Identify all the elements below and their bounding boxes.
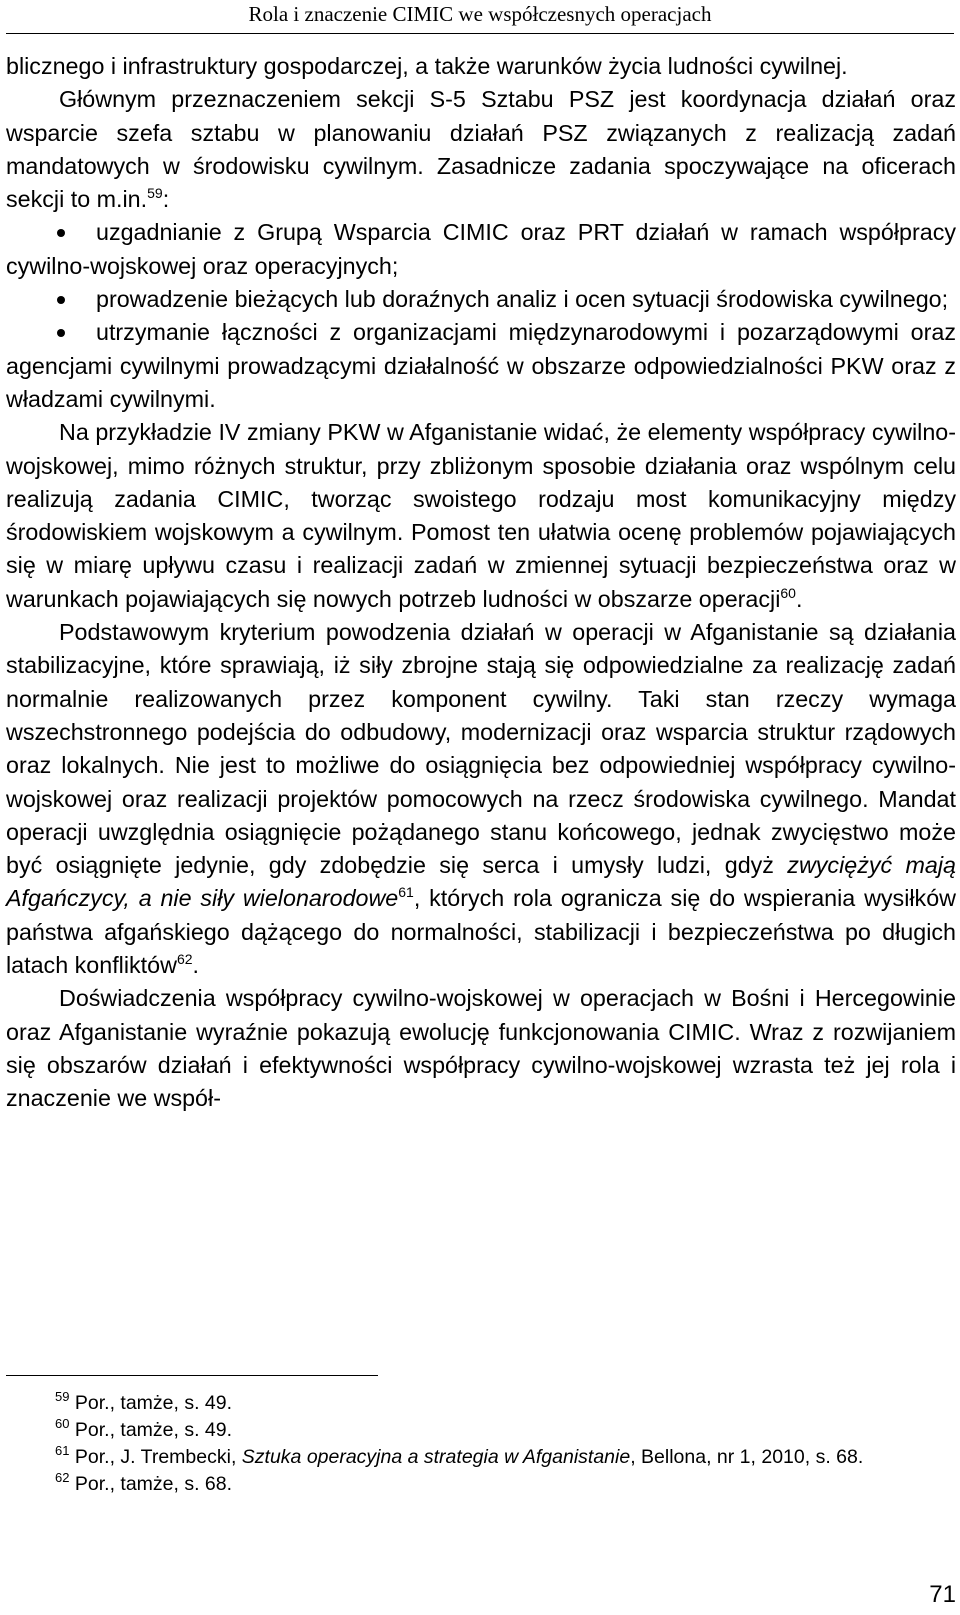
footnote-62: [6, 1471, 956, 1498]
running-title: Rola i znaczenie CIMIC we współczesnych operacjach: [248, 2, 712, 26]
footnote-text: Por., tamże, s. 68.: [74, 1473, 233, 1495]
bullet-text: prowadzenie bieżących lub doraźnych analiz i ocen sytuacji środowiska cywilnego;: [96, 286, 949, 313]
footnote-divider: [6, 1375, 378, 1376]
footnote-number: 60: [55, 1416, 70, 1431]
punctuation: .: [192, 952, 199, 979]
paragraph-text: , których rola ogranicza się do wspierania wysiłków państwa afgańskiego dążącego do normalności, stabilizacji i bezpieczeństwa po długich latach konfliktów: [6, 885, 956, 979]
main-text: [6, 50, 956, 1116]
paragraph-text: Na przykładzie IV zmiany PKW w Afganistanie widać, że elementy współpracy cywilno-wojskowej, mimo różnych struktur, przy zbliżonym sposobie działania oraz wspólnym celu realizują zadania CIMIC, tworząc swoistego rodzaju most komunikacyjny między środowiskiem wojskowym a cywilnym. Pomost ten ułatwia ocenę problemów pojawiających się w miarę upływu czasu i realizacji zadań w zmiennej sytuacji bezpieczeństwa oraz w warunkach pojawiających się nowych potrzeb ludności w obszarze operacji: [6, 419, 956, 612]
footnote-59: [6, 1390, 956, 1417]
paragraph-text: blicznego i infrastruktury gospodarczej, a także warunków życia ludności cywilnej.: [6, 53, 848, 79]
footnote-text: Por., tamże, s. 49.: [74, 1392, 233, 1414]
footnote-number: 62: [55, 1470, 70, 1485]
header-divider: [6, 33, 954, 34]
footnote-ref-62[interactable]: 62: [176, 951, 193, 968]
footnotes: [6, 1390, 956, 1498]
footnote-60: [6, 1417, 956, 1444]
footnote-text: , Bellona, nr 1, 2010, s. 68.: [630, 1446, 864, 1468]
bullet-item: [6, 316, 956, 416]
footnote-ref-61[interactable]: 61: [398, 884, 414, 901]
punctuation: .: [795, 585, 803, 612]
bullet-text: utrzymanie łączności z organizacjami międzynarodowymi i pozarządowymi oraz agencjami cywilnymi prowadzącymi działalność w obszarze odpowiedzialności PKW oraz z władzami cywilnymi.: [6, 319, 956, 412]
paragraph-experience: [6, 982, 956, 1115]
bullet-item: [6, 216, 956, 283]
italic-quote: zwyciężyć mają Afgańczycy, a nie siły wielonarodowe: [6, 852, 956, 912]
paragraph-s5-section: [6, 83, 956, 216]
paragraph-criterion: [6, 616, 956, 982]
page-number: 71: [929, 1581, 956, 1608]
bullet-item: [6, 283, 956, 316]
footnote-number: 61: [55, 1443, 70, 1458]
footnote-text: Por., J. Trembecki,: [74, 1446, 242, 1468]
footnote-text: Por., tamże, s. 49.: [74, 1419, 233, 1441]
bullet-icon: [57, 229, 65, 237]
paragraph-pkw-example: [6, 416, 956, 616]
footnote-61: [6, 1444, 956, 1471]
punctuation: :: [162, 186, 170, 213]
bullet-icon: [57, 329, 65, 337]
bullet-text: uzgadnianie z Grupą Wsparcia CIMIC oraz PRT działań w ramach współpracy cywilno-wojskowej oraz operacyjnych;: [6, 219, 956, 279]
footnote-ref-59[interactable]: 59: [147, 185, 163, 202]
running-header: [0, 0, 960, 32]
footnote-book-title: Sztuka operacyjna a strategia w Afganistanie: [241, 1446, 631, 1468]
paragraph-text: Podstawowym kryterium powodzenia działań w operacji w Afganistanie są działania stabilizacyjne, które sprawiają, iż siły zbrojne stają się odpowiedzialne za realizację zadań normalnie realizowanych przez komponent cywilny. Taki stan rzeczy wymaga wszechstronnego podejścia do odbudowy, modernizacji oraz wsparcia struktur rządowych oraz lokalnych. Nie jest to możliwe do osiągnięcia bez odpowiedniej współpracy cywilno-wojskowej oraz realizacji projektów pomocowych na rzecz środowiska cywilnego. Mandat operacji uwzględnia osiągnięcie pożądanego stanu końcowego, jednak zwycięstwo może być osiągnięte jedynie, gdy zdobędzie się serca i umysły ludzi, gdyż: [6, 619, 956, 879]
paragraph-continuation: [6, 50, 956, 83]
footnote-number: 59: [55, 1389, 70, 1404]
footnote-ref-60[interactable]: 60: [780, 584, 796, 601]
bullet-icon: [57, 296, 65, 304]
paragraph-text: Głównym przeznaczeniem sekcji S-5 Sztabu PSZ jest koordynacja działań oraz wsparcie szefa sztabu w planowaniu działań PSZ związanych z realizacją zadań mandatowych w środowisku cywilnym. Zasadnicze zadania spoczywające na oficerach sekcji to m.in.: [6, 86, 956, 213]
paragraph-text: Doświadczenia współpracy cywilno-wojskowej w operacjach w Bośni i Hercegowinie oraz Afganistanie wyraźnie pokazują ewolucję funkcjonowania CIMIC. Wraz z rozwijaniem się obszarów działań i efektywności współpracy cywilno-wojskowej wzrasta też jej rola i znaczenie we współ-: [6, 985, 956, 1112]
